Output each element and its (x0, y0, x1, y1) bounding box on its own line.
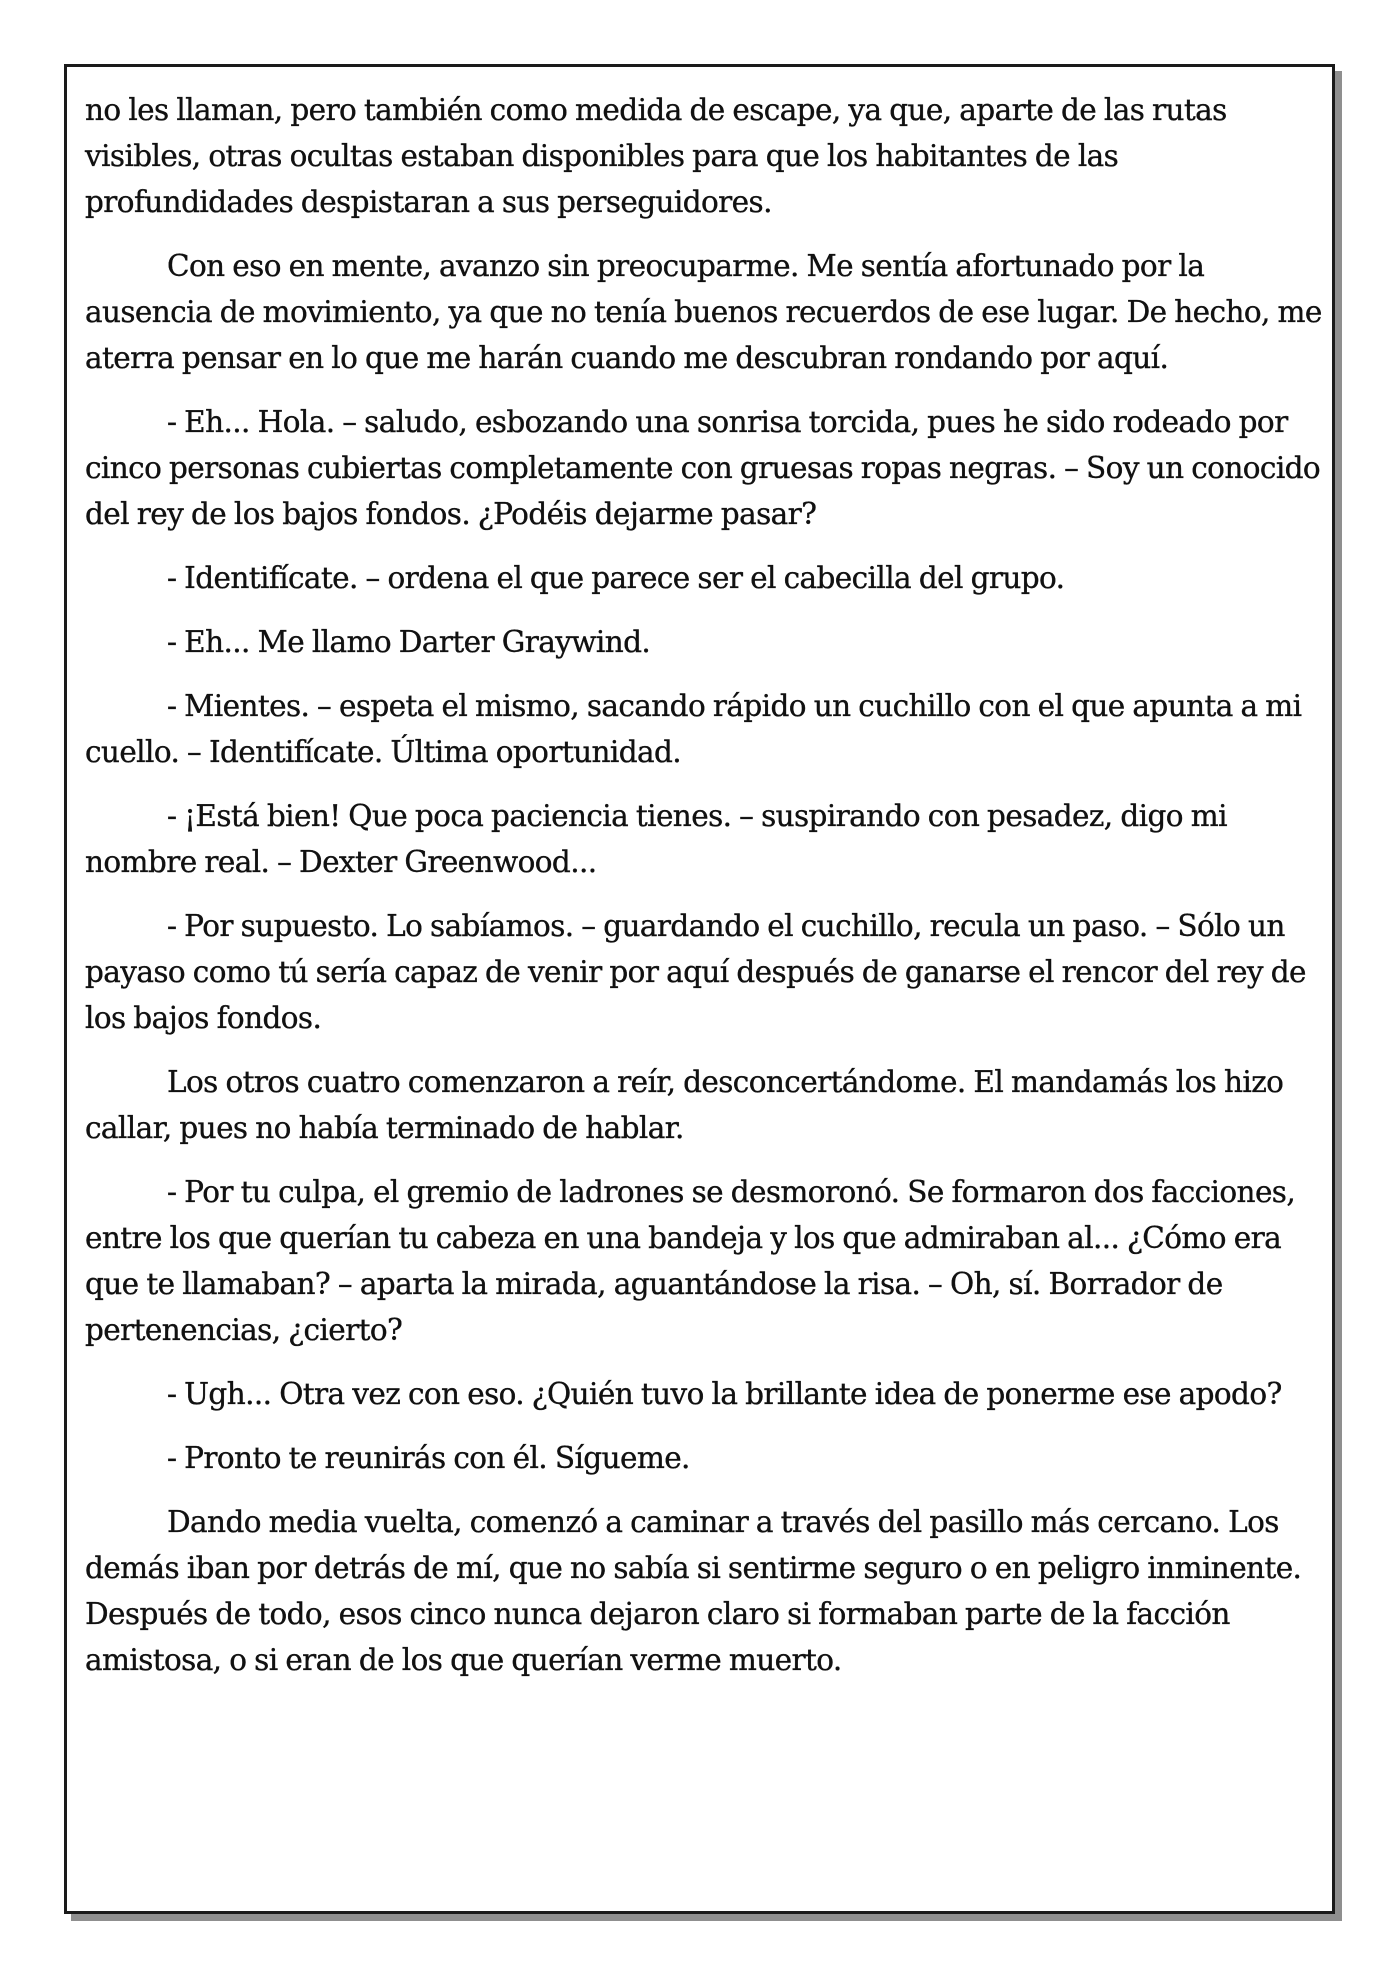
paragraph-12: - Pronto te reunirás con él. Sígueme. (167, 1441, 690, 1475)
paragraph-3: - Eh... Hola. – saludo, esbozando una sonrisa torcida, pues he sido rodeado por cinco personas cubiertas completamente con gruesas ropas negras. – Soy un conocido del rey de los bajos fondos. ¿Podéis dejarme pasar? (85, 405, 1321, 531)
page-frame (64, 64, 1335, 1914)
paragraph-8: - Por supuesto. Lo sabíamos. – guardando el cuchillo, recula un paso. – Sólo un payaso como tú sería capaz de venir por aquí después de ganarse el rencor del rey de los bajos fondos. (85, 909, 1306, 1035)
paragraph-13: Dando media vuelta, comenzó a caminar a través del pasillo más cercano. Los demás iban por detrás de mí, que no sabía si sentirme seguro o en peligro inminente. Después de todo, esos cinco nunca dejaron claro si formaban parte de la facción amistosa, o si eran de los que querían verme muerto. (85, 1505, 1302, 1677)
paragraph-7: - ¡Está bien! Que poca paciencia tienes. – suspirando con pesadez, digo mi nombre real. – Dexter Greenwood... (85, 799, 1227, 879)
paragraph-6: - Mientes. – espeta el mismo, sacando rápido un cuchillo con el que apunta a mi cuello. – Identifícate. Última oportunidad. (85, 689, 1302, 769)
paragraph-5: - Eh... Me llamo Darter Graywind. (167, 625, 651, 659)
paragraph-4: - Identifícate. – ordena el que parece ser el cabecilla del grupo. (167, 561, 1065, 595)
paragraph-11: - Ugh... Otra vez con eso. ¿Quién tuvo la brillante idea de ponerme ese apodo? (167, 1377, 1282, 1411)
paragraph-1: no les llaman, pero también como medida de escape, ya que, aparte de las rutas visibles, otras ocultas estaban disponibles para que los habitantes de las profundidades despistaran a sus perseguidores. (85, 93, 1227, 219)
document-body (85, 87, 1322, 1701)
paragraph-9: Los otros cuatro comenzaron a reír, desconcertándome. El mandamás los hizo callar, pues no había terminado de hablar. (85, 1065, 1284, 1145)
paragraph-10: - Por tu culpa, el gremio de ladrones se desmoronó. Se formaron dos facciones, entre los que querían tu cabeza en una bandeja y los que admiraban al... ¿Cómo era que te llamaban? – aparta la mirada, aguantándose la risa. – Oh, sí. Borrador de pertenencias, ¿cierto? (85, 1175, 1296, 1347)
paragraph-2: Con eso en mente, avanzo sin preocuparme. Me sentía afortunado por la ausencia de movimiento, ya que no tenía buenos recuerdos de ese lugar. De hecho, me aterra pensar en lo que me harán cuando me descubran rondando por aquí. (85, 249, 1322, 375)
